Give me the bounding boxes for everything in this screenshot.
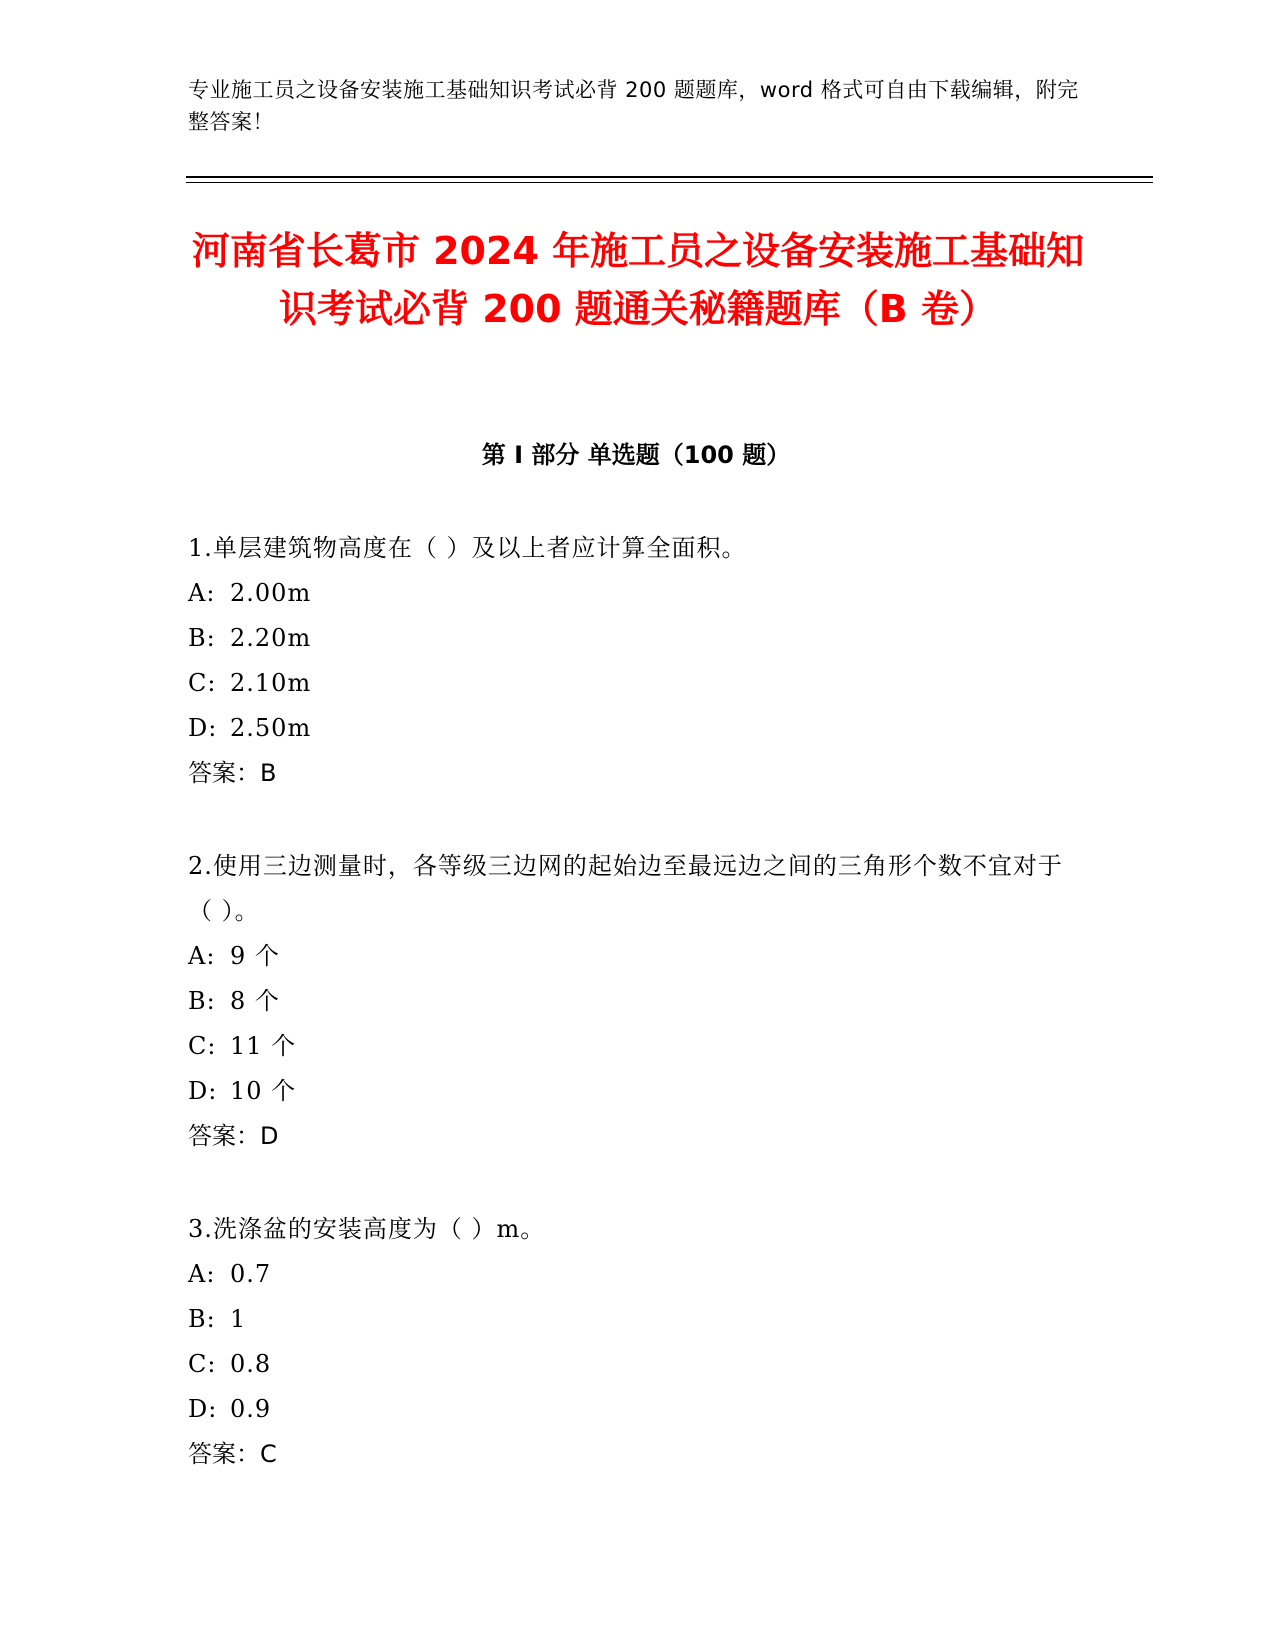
option-b: [188, 1297, 1068, 1342]
option-key: A:: [188, 942, 216, 970]
option-key: D:: [188, 714, 218, 742]
option-b: [188, 616, 1068, 661]
option-b: [188, 979, 1068, 1024]
option-c: [188, 1342, 1068, 1387]
option-text: 1: [230, 1305, 247, 1333]
question-stem: 2.使用三边测量时，各等级三边网的起始边至最远边之间的三角形个数不宜对于（ ）。: [188, 852, 1063, 925]
document-title: 河南省长葛市 2024 年施工员之设备安装施工基础知识考试必背 200 题通关秘籍题库（B 卷）: [191, 229, 1085, 331]
answer: 答案：B: [188, 759, 277, 787]
option-text: 2.50m: [230, 714, 312, 742]
option-key: B:: [188, 624, 216, 652]
option-key: D:: [188, 1395, 218, 1423]
option-text: 10 个: [230, 1077, 297, 1105]
option-key: C:: [188, 1032, 217, 1060]
option-d: [188, 706, 1068, 751]
option-text: 11 个: [230, 1032, 297, 1060]
option-key: A:: [188, 579, 216, 607]
option-text: 0.9: [230, 1395, 272, 1423]
answer: 答案：D: [188, 1122, 279, 1150]
option-a: [188, 1252, 1068, 1297]
option-key: B:: [188, 1305, 216, 1333]
question-3: [188, 1207, 1068, 1477]
question-stem: 1.单层建筑物高度在（ ）及以上者应计算全面积。: [188, 534, 747, 562]
option-a: [188, 934, 1068, 979]
option-d: [188, 1387, 1068, 1432]
option-key: C:: [188, 1350, 217, 1378]
option-text: 0.8: [230, 1350, 272, 1378]
option-text: 0.7: [230, 1260, 272, 1288]
option-text: 2.10m: [230, 669, 312, 697]
header-note: 专业施工员之设备安装施工基础知识考试必背 200 题题库，word 格式可自由下载编辑，附完整答案！: [188, 78, 1079, 134]
question-2: [188, 844, 1068, 1159]
option-text: 8 个: [230, 987, 280, 1015]
option-key: B:: [188, 987, 216, 1015]
option-d: [188, 1069, 1068, 1114]
header-divider-thin: [186, 182, 1153, 183]
option-key: D:: [188, 1077, 218, 1105]
question-1: [188, 526, 1068, 796]
section-title: 第 I 部分 单选题（100 题）: [481, 441, 791, 469]
option-text: 9 个: [230, 942, 280, 970]
option-c: [188, 661, 1068, 706]
option-text: 2.20m: [230, 624, 312, 652]
answer: 答案：C: [188, 1440, 277, 1468]
option-c: [188, 1024, 1068, 1069]
header-divider-thick: [186, 176, 1153, 178]
option-key: A:: [188, 1260, 216, 1288]
option-text: 2.00m: [230, 579, 312, 607]
option-a: [188, 571, 1068, 616]
question-stem: 3.洗涤盆的安装高度为（ ）m。: [188, 1215, 546, 1243]
option-key: C:: [188, 669, 217, 697]
